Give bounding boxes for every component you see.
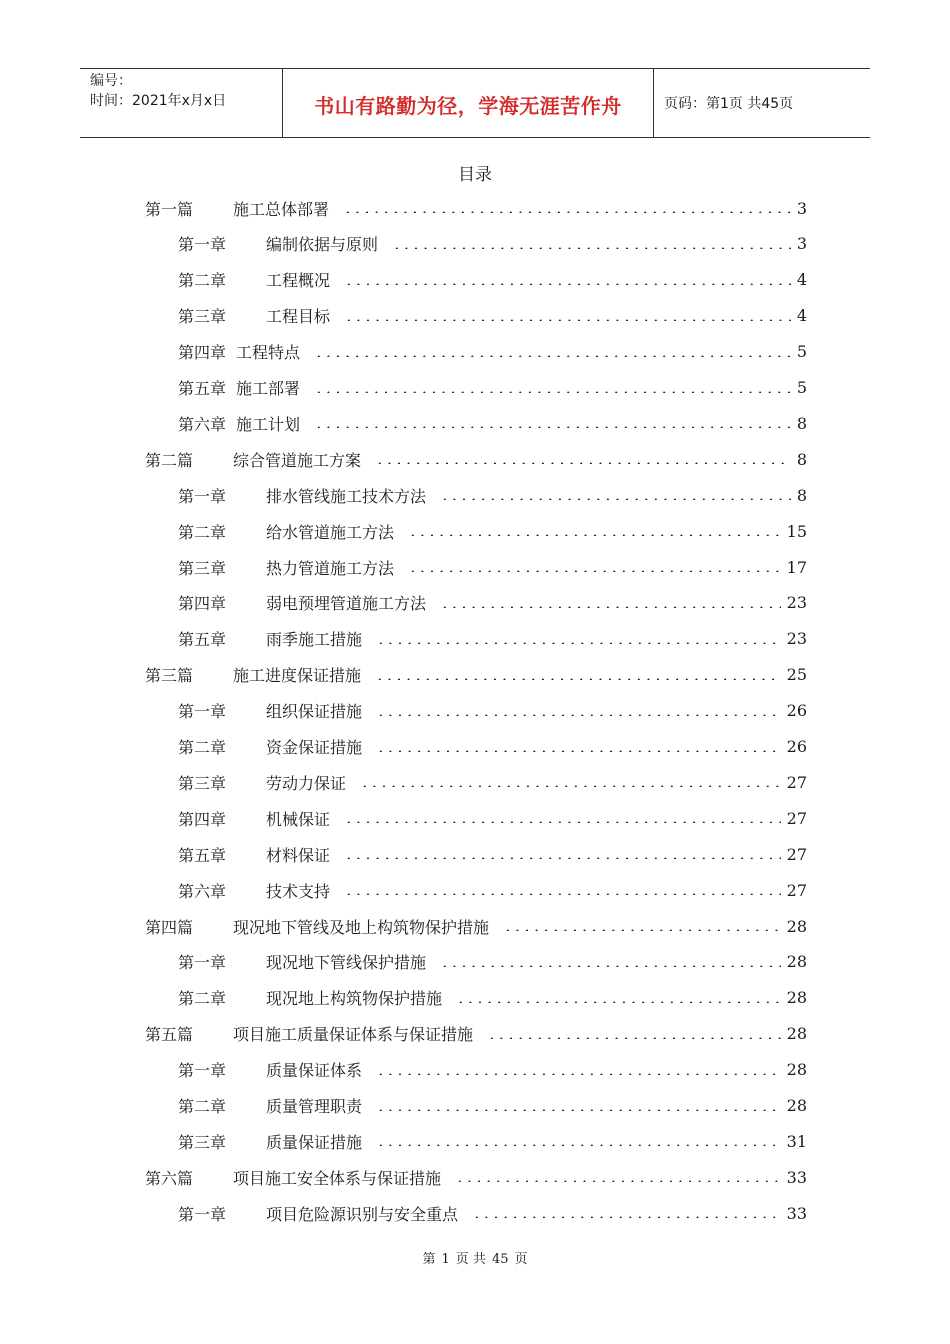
- toc-entry-number: 第二篇: [145, 450, 194, 470]
- toc-dot-leader: [344, 893, 781, 895]
- toc-entry-number: 第二章: [178, 738, 227, 757]
- toc-entry-number: 第三章: [178, 1132, 227, 1152]
- toc-entry[interactable]: [178, 370, 807, 406]
- toc-entry-title: 技术支持: [266, 881, 331, 901]
- toc-entry[interactable]: [178, 1195, 807, 1231]
- toc-entry[interactable]: [178, 1088, 807, 1124]
- toc-entry-title: 质量保证措施: [266, 1132, 363, 1152]
- header-page-count: 页码：第1页 共45页: [664, 96, 794, 112]
- toc-entry-title: 现况地上构筑物保护措施: [266, 989, 443, 1009]
- toc-entry-title: 给水管道施工方法: [266, 522, 395, 542]
- footer-suffix: 页: [514, 1252, 528, 1267]
- header-motto-cell: [283, 69, 654, 137]
- toc-entry-number: 第一篇: [145, 199, 194, 219]
- toc-entry[interactable]: [178, 262, 807, 298]
- toc-entry[interactable]: [178, 477, 807, 513]
- toc-entry[interactable]: [178, 585, 807, 621]
- toc-dot-leader: [455, 1180, 781, 1182]
- toc-entry-title: 综合管道施工方案: [233, 450, 362, 470]
- toc-entry-title: 现况地下管线保护措施: [266, 953, 427, 973]
- toc-entry-number: 第五篇: [145, 1025, 194, 1045]
- toc-entry[interactable]: [178, 764, 807, 800]
- toc-entry-title: 项目施工质量保证体系与保证措施: [233, 1025, 474, 1045]
- toc-entry-page: 26: [786, 701, 807, 721]
- toc-entry-page: 25: [786, 665, 807, 685]
- toc-entry-title: 项目施工安全体系与保证措施: [233, 1168, 442, 1188]
- toc-entry-page: 28: [786, 952, 807, 972]
- toc-dot-leader: [344, 857, 781, 859]
- toc-entry-title: 组织保证措施: [266, 702, 363, 722]
- toc-entry-page: 28: [786, 988, 807, 1008]
- toc-entry-page: 4: [796, 270, 807, 290]
- toc-entry-page: 5: [796, 342, 807, 362]
- toc-entry[interactable]: [178, 872, 807, 908]
- toc-title: 目录: [458, 165, 492, 185]
- toc-entry-page: 17: [786, 557, 807, 577]
- toc-dot-leader: [376, 750, 781, 752]
- toc-dot-leader: [375, 678, 781, 680]
- toc-entry-number: 第二章: [178, 989, 227, 1009]
- document-time: 时间：2021年x月x日: [90, 93, 227, 109]
- toc-entry-title: 施工计划: [236, 414, 301, 434]
- toc-dot-leader: [440, 498, 791, 500]
- toc-entry-page: 28: [786, 1096, 807, 1115]
- toc-entry-page: 4: [796, 306, 807, 326]
- toc-entry[interactable]: [145, 1016, 807, 1052]
- toc-entry[interactable]: [178, 298, 807, 334]
- toc-entry[interactable]: [178, 513, 807, 549]
- toc-entry-page: 23: [786, 629, 807, 649]
- toc-dot-leader: [343, 211, 791, 213]
- toc-entry[interactable]: [178, 693, 807, 729]
- toc-entry-title: 材料保证: [266, 845, 331, 865]
- toc-entry[interactable]: [178, 836, 807, 872]
- toc-entry-page: 5: [796, 378, 807, 397]
- toc-entry-number: 第六章: [178, 414, 227, 434]
- toc-entry[interactable]: [145, 190, 807, 226]
- header-motto: 书山有路勤为径，学海无涯苦作舟: [314, 93, 622, 118]
- toc-dot-leader: [472, 1216, 781, 1218]
- toc-entry[interactable]: [178, 1123, 807, 1159]
- toc-entry-number: 第一章: [178, 953, 227, 973]
- toc-dot-leader: [392, 247, 791, 249]
- toc-dot-leader: [314, 355, 791, 357]
- toc-entry-title: 劳动力保证: [266, 773, 347, 793]
- toc-entry-number: 第五章: [178, 845, 227, 865]
- toc-entry[interactable]: [178, 729, 807, 765]
- page-footer: [0, 1248, 950, 1267]
- toc-entry[interactable]: [178, 621, 807, 657]
- toc-entry[interactable]: [178, 944, 807, 980]
- footer-current-page: 1: [441, 1252, 450, 1267]
- toc-entry-number: 第一章: [178, 235, 227, 255]
- footer-total-pages: 45: [491, 1252, 509, 1267]
- toc-entry-page: 28: [786, 916, 807, 936]
- toc-entry-number: 第四章: [178, 594, 227, 614]
- toc-dot-leader: [376, 1144, 781, 1146]
- toc-entry-page: 3: [796, 198, 807, 218]
- toc-entry-title: 质量保证体系: [266, 1061, 363, 1081]
- header-page-info: [654, 69, 870, 137]
- toc-entry-page: 15: [786, 521, 807, 541]
- toc-entry-number: 第二章: [178, 271, 227, 291]
- toc-dot-leader: [344, 821, 781, 823]
- toc-entry-title: 弱电预埋管道施工方法: [266, 594, 427, 614]
- toc-entry[interactable]: [178, 800, 807, 836]
- toc-entry-title: 项目危险源识别与安全重点: [266, 1204, 459, 1224]
- toc-entry-number: 第三篇: [145, 666, 194, 686]
- toc-dot-leader: [376, 642, 781, 644]
- toc-entry-page: 3: [796, 234, 807, 254]
- toc-entry-number: 第五章: [178, 379, 227, 398]
- toc-entry-number: 第四章: [178, 809, 227, 829]
- toc-entry-number: 第一章: [178, 1061, 227, 1081]
- toc-entry[interactable]: [178, 549, 807, 585]
- toc-entry-page: 33: [786, 1203, 807, 1223]
- toc-entry-page: 27: [786, 808, 807, 828]
- document-header: [80, 68, 870, 138]
- toc-entry-title: 编制依据与原则: [266, 235, 379, 255]
- toc-entry-title: 工程特点: [236, 343, 301, 363]
- footer-prefix: 第: [422, 1252, 436, 1267]
- document-number-label: 编号：: [90, 73, 132, 89]
- toc-dot-leader: [376, 1073, 781, 1075]
- toc-entry-number: 第四篇: [145, 917, 194, 937]
- toc-entry-title: 施工部署: [236, 379, 301, 398]
- toc-dot-leader: [344, 283, 791, 285]
- toc-dot-leader: [440, 965, 781, 967]
- toc-entry[interactable]: [145, 1159, 807, 1195]
- toc-dot-leader: [376, 714, 781, 716]
- toc-dot-leader: [344, 319, 791, 321]
- toc-entry-title: 机械保证: [266, 809, 331, 829]
- toc-entry-number: 第一章: [178, 1204, 227, 1224]
- toc-entry-number: 第三章: [178, 307, 227, 327]
- toc-entry-title: 雨季施工措施: [266, 630, 363, 650]
- toc-entry-title: 施工进度保证措施: [233, 666, 362, 686]
- toc-entry-page: 28: [786, 1060, 807, 1080]
- toc-entry-number: 第六章: [178, 881, 227, 901]
- toc-entry-number: 第五章: [178, 630, 227, 650]
- toc-dot-leader: [314, 426, 791, 428]
- toc-entry-page: 31: [786, 1131, 807, 1151]
- toc-entry-page: 8: [796, 413, 807, 433]
- toc-entry-title: 工程概况: [266, 271, 331, 291]
- toc-entry[interactable]: [145, 908, 807, 944]
- toc-entry[interactable]: [178, 334, 807, 370]
- toc-entry[interactable]: [178, 405, 807, 441]
- toc-dot-leader: [440, 606, 781, 608]
- toc-entry-title: 热力管道施工方法: [266, 558, 395, 578]
- toc-entry-number: 第三章: [178, 773, 227, 793]
- toc-entry[interactable]: [178, 980, 807, 1016]
- toc-dot-leader: [360, 785, 781, 787]
- toc-entry-title: 资金保证措施: [266, 738, 363, 757]
- toc-dot-leader: [456, 1001, 781, 1003]
- toc-entry-number: 第二章: [178, 522, 227, 542]
- toc-dot-leader: [408, 534, 781, 536]
- toc-entry-page: 28: [786, 1024, 807, 1044]
- toc-entry-title: 排水管线施工技术方法: [266, 486, 427, 506]
- toc-dot-leader: [376, 1109, 781, 1111]
- toc-entry-title: 施工总体部署: [233, 199, 330, 219]
- toc-entry-page: 8: [796, 485, 807, 505]
- toc-entry-page: 27: [786, 772, 807, 792]
- toc-entry-number: 第一章: [178, 486, 227, 506]
- toc-entry-page: 27: [786, 844, 807, 864]
- toc-entry-page: 23: [786, 593, 807, 613]
- footer-mid: 页 共: [455, 1252, 486, 1267]
- toc-entry-number: 第三章: [178, 558, 227, 578]
- toc-entry-number: 第四章: [178, 343, 227, 363]
- toc-entry[interactable]: [145, 441, 807, 477]
- toc-dot-leader: [375, 462, 791, 464]
- toc-entry[interactable]: [178, 1052, 807, 1088]
- toc-entry-page: 8: [796, 449, 807, 469]
- toc-dot-leader: [314, 391, 791, 393]
- toc-entry-title: 现况地下管线及地上构筑物保护措施: [233, 917, 490, 937]
- toc-entry-number: 第二章: [178, 1097, 227, 1116]
- toc-dot-leader: [408, 570, 781, 572]
- toc-entry-page: 33: [786, 1167, 807, 1187]
- toc-entry-number: 第一章: [178, 702, 227, 722]
- toc-entry-title: 工程目标: [266, 307, 331, 327]
- toc-entry-title: 质量管理职责: [266, 1097, 363, 1116]
- header-meta: [80, 69, 283, 137]
- toc-entry-number: 第六篇: [145, 1168, 194, 1188]
- toc-entry-page: 27: [786, 880, 807, 900]
- toc-entry-page: 26: [786, 737, 807, 756]
- toc-dot-leader: [503, 929, 781, 931]
- toc-entry[interactable]: [178, 226, 807, 262]
- toc-entry[interactable]: [145, 657, 807, 693]
- toc-dot-leader: [487, 1037, 781, 1039]
